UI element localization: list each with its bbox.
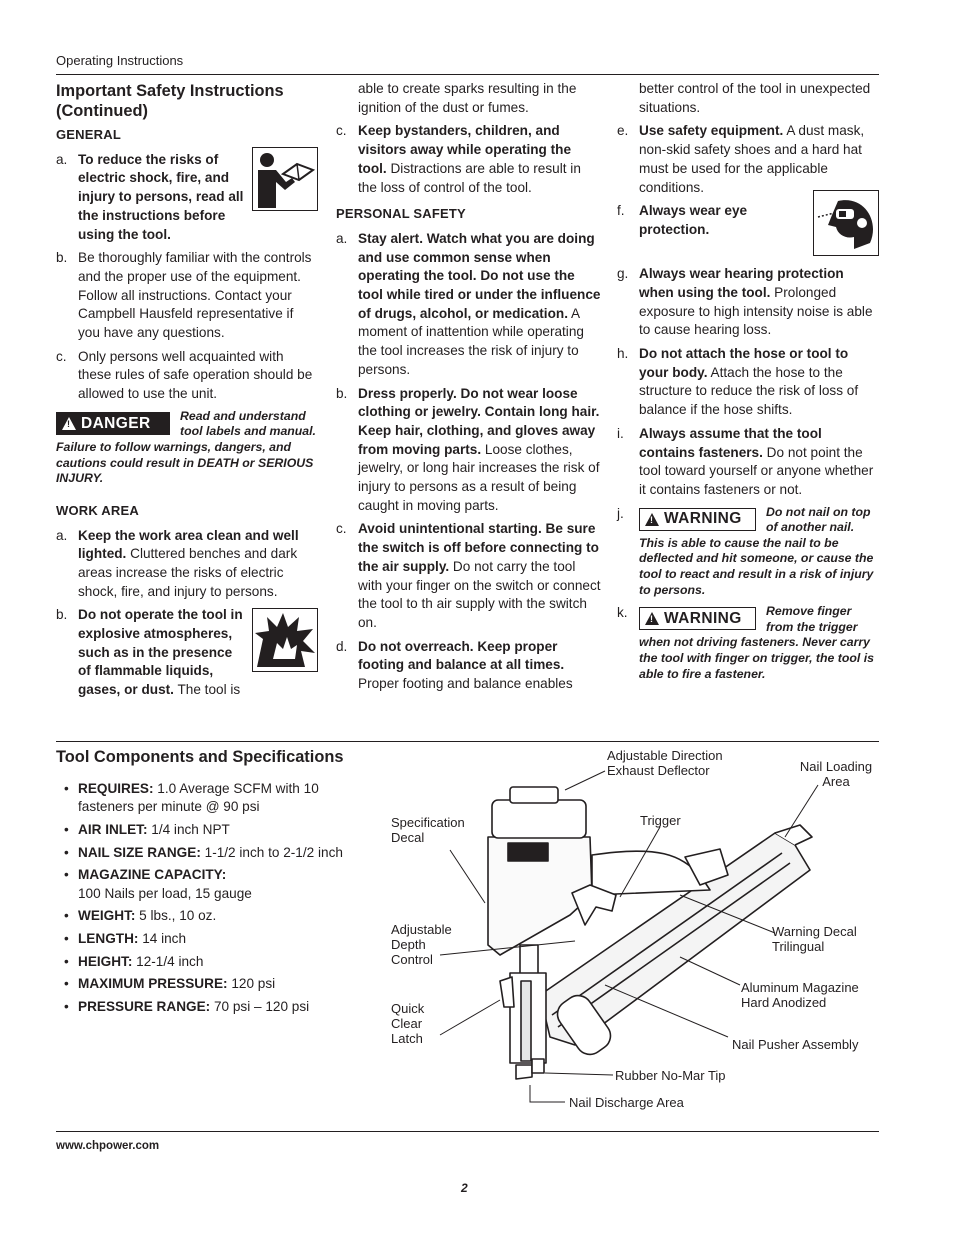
alert-triangle-icon: ! (645, 513, 659, 526)
personal-item-f (617, 202, 879, 260)
personal-e-text: A dust mask, non-skid safety shoes and a hard hat must be used for the applicable conditions. (639, 123, 865, 195)
label-depth-control: Adjustable Depth Control (391, 922, 452, 967)
personal-h-text: Attach the hose to the structure to reduce the risk of loss of balance if the hose shifts. (639, 364, 859, 418)
personal-c-text: Do not carry the tool with your finger on the switch or connect the tool to th air supply with the switch on. (358, 558, 601, 630)
item-letter: e. (617, 123, 629, 139)
personal-item-j (617, 505, 879, 599)
explosion-icon (252, 608, 318, 672)
item-letter: f. (617, 203, 625, 219)
personal-item-b (336, 385, 601, 516)
personal-h-bold: Do not attach the hose or tool to your body. (639, 346, 849, 380)
personal-a-bold: Stay alert. Watch what you are doing and use common sense when operating the tool. Do not use the tool while tired or under the influence of drugs, alcohol, or medication. (358, 230, 601, 321)
alert-triangle-icon: ! (62, 417, 76, 430)
item-letter: b. (336, 385, 348, 401)
warning-label-k: WARNING (664, 609, 742, 627)
work-item-a (56, 527, 318, 602)
read-manual-icon (252, 147, 318, 211)
personal-a-text: A moment of inattention while operating the tool increases the risk of injury to persons. (358, 305, 584, 377)
work-b-continued: able to create sparks resulting in the ignition of the dust or fumes. (358, 81, 577, 115)
label-trigger: Trigger (640, 813, 681, 828)
personal-e-bold: Use safety equipment. (639, 123, 784, 139)
warning-text-j: Do not nail on top of another nail. This is able to cause the nail to be deflected and hit someone, or cause the tool to react and result in a risk of injury to persons. (639, 504, 874, 597)
spec-item: • MAXIMUM PRESSURE: 120 psi (56, 975, 376, 993)
personal-g-text: Prolonged exposure to high intensity noise is able to cause hearing loss. (639, 284, 873, 338)
general-title: GENERAL (56, 127, 121, 142)
column-1 (56, 80, 318, 705)
spec-item: • PRESSURE RANGE: 70 psi – 120 psi (56, 998, 376, 1016)
work-area-title: WORK AREA (56, 502, 139, 518)
item-letter: a. (336, 230, 348, 246)
personal-b-text: Loose clothes, jewelry, or long hair increases the risk of injury to persons as a result of being caught in moving parts. (358, 441, 600, 513)
work-a-text: Cluttered benches and dark areas increase the risks of electric shock, fire, and injury to persons. (78, 546, 298, 599)
personal-i-text: Do not point the tool toward yourself or anyone whether it contains fasteners or not. (639, 444, 874, 497)
section-rule (56, 741, 879, 742)
warning-signal-j (639, 508, 756, 531)
personal-item-i (617, 425, 879, 500)
specs-list (56, 780, 376, 1021)
label-spec-decal: Specification Decal (391, 815, 465, 845)
warning-label-j: WARNING (664, 510, 742, 528)
item-letter: i. (617, 425, 624, 441)
item-letter: c. (56, 348, 67, 364)
work-b-text-start: The tool is (173, 682, 241, 698)
item-letter: d. (336, 638, 348, 654)
personal-c-bold: Avoid unintentional starting. Be sure the switch is off before connecting to the air supply. (358, 521, 599, 574)
personal-item-h (617, 345, 879, 420)
alert-triangle-icon: ! (645, 612, 659, 625)
personal-i-bold: Always assume that the tool contains fasteners. (639, 425, 822, 460)
danger-notice (56, 409, 318, 487)
column-2 (336, 80, 601, 699)
work-b-bold: Do not operate the tool in explosive atmospheres, such as in the presence of flammable liquids, gases, or dust. (78, 607, 243, 698)
general-a-text: To reduce the risks of electric shock, fire, and injury to persons, read all the instructions before using the tool. (78, 151, 244, 242)
item-letter: b. (56, 250, 68, 266)
spec-item: • REQUIRES: 1.0 Average SCFM with 10 fasteners per minute @ 90 psi (56, 780, 376, 816)
danger-label: DANGER (81, 414, 151, 432)
label-magazine: Aluminum Magazine Hard Anodized (741, 980, 859, 1010)
personal-item-k (617, 604, 879, 682)
spec-item: • LENGTH: 14 inch (56, 930, 376, 948)
item-letter: b. (56, 607, 68, 623)
warning-text-k: Remove finger from the trigger when not driving fasteners. Never carry the tool with finger on trigger, the tool is able to fire a fastener. (639, 604, 874, 681)
page-number: 2 (461, 1181, 468, 1195)
website-link[interactable]: www.chpower.com (56, 1140, 160, 1152)
spec-item: • NAIL SIZE RANGE: 1-1/2 inch to 2-1/2 inch (56, 844, 376, 862)
safety-heading: Important Safety Instructions (Continued) (56, 82, 284, 120)
spec-item: • MAGAZINE CAPACITY: 100 Nails per load, 15 gauge (56, 866, 376, 902)
label-warning-decal: Warning Decal Trilingual (772, 924, 857, 954)
personal-f-bold: Always wear eye protection. (639, 203, 748, 237)
work-item-c (336, 122, 601, 197)
personal-item-e (617, 122, 879, 197)
danger-signal (56, 412, 170, 435)
work-item-b (56, 606, 318, 700)
label-tip: Rubber No-Mar Tip (615, 1068, 726, 1083)
personal-item-a (336, 230, 601, 380)
label-discharge: Nail Discharge Area (569, 1095, 684, 1110)
item-letter: h. (617, 346, 629, 362)
header-rule (56, 74, 879, 75)
item-letter: c. (336, 123, 347, 139)
general-c-text: Only persons well acquainted with these rules of safe operation should be allowed to use the unit. (78, 348, 313, 402)
personal-item-d (336, 638, 601, 694)
eye-ear-protection-icon (813, 190, 879, 256)
general-item-a (56, 151, 318, 245)
label-deflector: Adjustable Direction Exhaust Deflector (607, 748, 723, 778)
item-letter: a. (56, 151, 68, 167)
warning-signal-k (639, 607, 756, 630)
item-letter: g. (617, 266, 629, 282)
work-a-bold: Keep the work area clean and well lighted. (78, 527, 299, 562)
running-title: Operating Instructions (56, 53, 184, 68)
personal-g-bold: Always wear hearing protection when using the tool. (639, 266, 844, 300)
personal-item-c (336, 520, 601, 632)
spec-item: • WEIGHT: 5 lbs., 10 oz. (56, 907, 376, 925)
spec-item: • AIR INLET: 1/4 inch NPT (56, 821, 376, 839)
general-item-b (56, 249, 318, 343)
item-letter: j. (617, 505, 624, 521)
label-pusher: Nail Pusher Assembly (732, 1037, 859, 1052)
label-latch: Quick Clear Latch (391, 1001, 425, 1046)
item-letter: c. (336, 521, 347, 537)
footer-rule (56, 1131, 879, 1132)
work-c-bold: Keep bystanders, children, and visitors away while operating the tool. (358, 123, 572, 176)
item-letter: a. (56, 527, 68, 543)
item-letter: k. (617, 605, 628, 621)
personal-d-continued: better control of the tool in unexpected situations. (639, 81, 871, 115)
danger-text: Read and understand tool labels and manual. Failure to follow warnings, dangers, and cautions could result in DEATH or SERIOUS INJURY. (56, 408, 316, 486)
personal-b-bold: Dress properly. Do not wear loose clothing or jewelry. Contain long hair. Keep hair, clothing, and gloves away from moving parts. (358, 385, 600, 457)
personal-item-g (617, 265, 879, 340)
label-nail-loading: Nail Loading Area (799, 759, 873, 789)
column-3 (617, 80, 879, 687)
personal-title: PERSONAL SAFETY (336, 206, 466, 222)
components-heading: Tool Components and Specifications (56, 748, 344, 766)
personal-d-bold: Do not overreach. Keep proper footing and balance at all times. (358, 638, 565, 673)
general-b-text: Be thoroughly familiar with the controls and the proper use of the equipment. Follow all instructions. Contact your Campbell Hausfeld representative if you have any questions. (78, 250, 312, 341)
personal-d-text-start: Proper footing and balance enables (358, 676, 573, 692)
spec-item: • HEIGHT: 12-1/4 inch (56, 953, 376, 971)
general-item-c (56, 348, 318, 404)
work-c-text: Distractions are able to result in the loss of control of the tool. (358, 160, 581, 195)
